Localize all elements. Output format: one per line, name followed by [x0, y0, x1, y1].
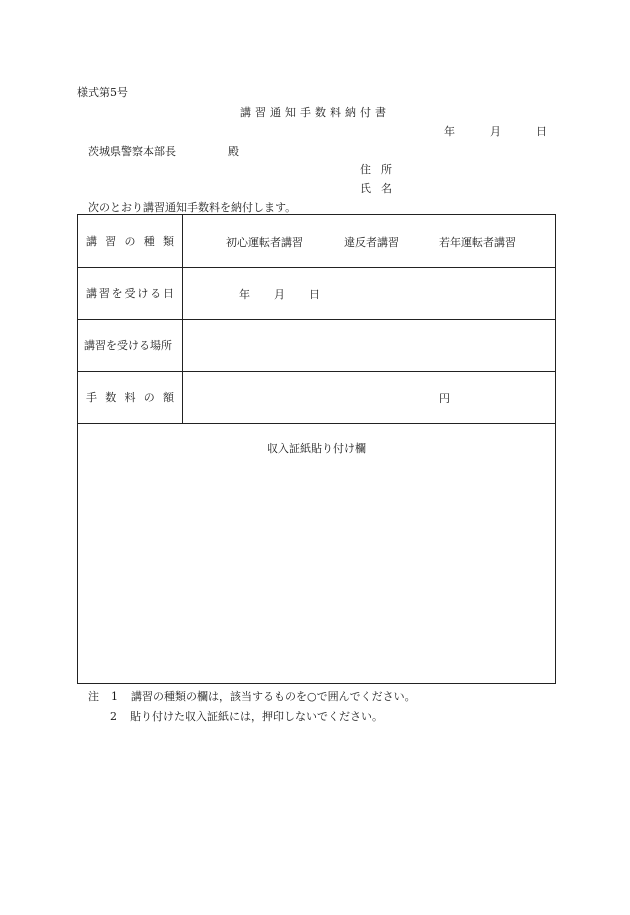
note-text: 貼り付けた収入証紙には，押印しないでください。 [130, 710, 383, 723]
fee-amount-header [78, 371, 183, 423]
course-date-header-char: る [150, 287, 162, 300]
course-day-label: 日 [309, 288, 320, 301]
submission-date [444, 123, 547, 139]
course-month-label: 月 [274, 288, 285, 301]
fee-form-table [77, 214, 556, 684]
course-type-header-char: 種 [143, 235, 155, 248]
course-date-header-char: 講 [86, 287, 97, 300]
month-label: 月 [490, 125, 501, 138]
course-type-header-char: 習 [105, 235, 117, 248]
course-type-header [78, 215, 183, 267]
note-item-1 [88, 688, 416, 704]
fee-amount-field[interactable] [184, 371, 555, 423]
note-number: 2 [110, 710, 117, 723]
intro-statement: 次のとおり講習通知手数料を納付します。 [88, 201, 297, 214]
course-place-field[interactable] [184, 319, 555, 371]
fee-amount-header-char: 手 [86, 391, 97, 404]
course-place-row [78, 319, 555, 372]
course-date-field[interactable] [184, 267, 555, 319]
revenue-stamp-area-label: 収入証紙貼り付け欄 [267, 442, 366, 455]
course-type-header-char: 類 [163, 235, 174, 248]
year-label: 年 [444, 125, 455, 138]
fee-amount-header-char: 額 [163, 391, 174, 404]
form-number: 様式第5号 [77, 86, 128, 99]
course-date-header-char: を [111, 287, 123, 300]
course-type-header-char: の [124, 235, 136, 248]
addressee [88, 143, 239, 159]
fee-amount-header-char: 数 [105, 391, 117, 404]
note-item-2 [110, 708, 383, 724]
document-title: 講習通知手数料納付書 [240, 106, 390, 119]
course-date-header-char: 日 [162, 287, 174, 300]
course-date-row [78, 267, 555, 320]
note-text: 講習の種類の欄は，該当するものを○で囲んでください。 [131, 690, 416, 703]
course-date-header-char: 受 [124, 287, 136, 300]
notes-prefix: 注 [88, 690, 99, 703]
day-label: 日 [536, 125, 547, 138]
course-type-options[interactable] [184, 215, 555, 267]
fee-amount-header-char: の [143, 391, 155, 404]
course-type-row [78, 215, 555, 268]
course-date-header-char: け [137, 287, 149, 300]
option-beginner-driver-course[interactable]: 初心運転者講習 [226, 236, 303, 249]
course-place-header: 講習を受ける場所 [78, 319, 183, 371]
fee-amount-header-char: 料 [124, 391, 136, 404]
note-number: 1 [111, 690, 118, 703]
addressee-honorific: 殿 [228, 145, 239, 158]
course-date-header [78, 267, 183, 319]
yen-unit: 円 [439, 392, 450, 405]
addressee-name: 茨城県警察本部長 [88, 145, 176, 158]
address-label: 住所 [360, 163, 402, 176]
name-label: 氏名 [360, 182, 402, 195]
course-year-label: 年 [239, 288, 250, 301]
option-violator-course[interactable]: 違反者講習 [344, 236, 399, 249]
fee-amount-row [78, 371, 555, 424]
option-young-driver-course[interactable]: 若年運転者講習 [439, 236, 516, 249]
course-date-header-char: 習 [98, 287, 110, 300]
course-type-header-char: 講 [86, 235, 97, 248]
